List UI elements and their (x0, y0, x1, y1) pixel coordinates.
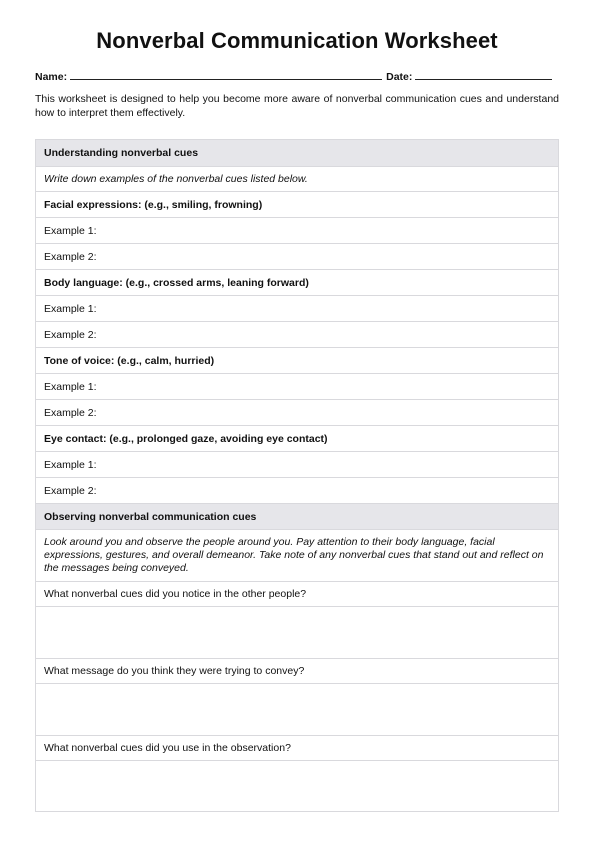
name-date-line (35, 70, 559, 83)
section-instruction (36, 166, 558, 191)
name-label: Name: (35, 71, 68, 83)
category-label: Body language: (e.g., crossed arms, leaning forward) (44, 276, 309, 289)
section-instruction (36, 529, 558, 581)
category-label: Tone of voice: (e.g., calm, hurried) (44, 354, 215, 367)
intro-text: This worksheet is designed to help you become more aware of nonverbal communication cues and understand how to interpret them effectively. (35, 93, 559, 119)
question-text: What nonverbal cues did you use in the observation? (44, 742, 291, 754)
answer-box[interactable] (36, 760, 558, 811)
category-row (36, 425, 558, 451)
example-row[interactable] (36, 321, 558, 347)
section-header-text: Understanding nonverbal cues (44, 147, 199, 159)
question-text: What message do you think they were trying to convey? (44, 665, 305, 677)
answer-box[interactable] (36, 606, 558, 658)
category-label: Facial expressions: (e.g., smiling, frowning) (44, 198, 263, 211)
example-label: Example 2: (44, 250, 97, 263)
example-label: Example 1: (44, 458, 97, 471)
example-label: Example 2: (44, 328, 97, 341)
example-label: Example 2: (44, 484, 97, 497)
category-row (36, 269, 558, 295)
section-header-text: Observing nonverbal communication cues (44, 510, 257, 523)
worksheet-table (35, 139, 559, 812)
example-row[interactable] (36, 295, 558, 321)
example-row[interactable] (36, 451, 558, 477)
question-row (36, 581, 558, 606)
section-header (36, 503, 558, 529)
example-row[interactable] (36, 373, 558, 399)
example-row[interactable] (36, 217, 558, 243)
example-row[interactable] (36, 243, 558, 269)
question-row (36, 658, 558, 683)
question-text: What nonverbal cues did you notice in the other people? (44, 588, 307, 600)
category-row (36, 347, 558, 373)
section-header (36, 140, 558, 166)
category-row (36, 191, 558, 217)
date-label: Date: (386, 71, 413, 83)
section-instruction-text: Look around you and observe the people around you. Pay attention to their body language, facial expressions, gestures, and overall demeanor. Take note of any nonverbal cues that stand out and reflect on the messages being conveyed. (44, 536, 544, 574)
section-instruction-text: Write down examples of the nonverbal cues listed below. (44, 173, 308, 185)
date-field[interactable] (415, 70, 552, 80)
question-row (36, 735, 558, 760)
category-label: Eye contact: (e.g., prolonged gaze, avoiding eye contact) (44, 432, 328, 445)
page-title: Nonverbal Communication Worksheet (96, 28, 498, 53)
example-label: Example 1: (44, 380, 97, 393)
example-label: Example 2: (44, 406, 97, 419)
example-label: Example 1: (44, 302, 97, 315)
example-row[interactable] (36, 477, 558, 503)
example-label: Example 1: (44, 224, 97, 237)
answer-box[interactable] (36, 683, 558, 735)
example-row[interactable] (36, 399, 558, 425)
name-field[interactable] (70, 70, 382, 80)
